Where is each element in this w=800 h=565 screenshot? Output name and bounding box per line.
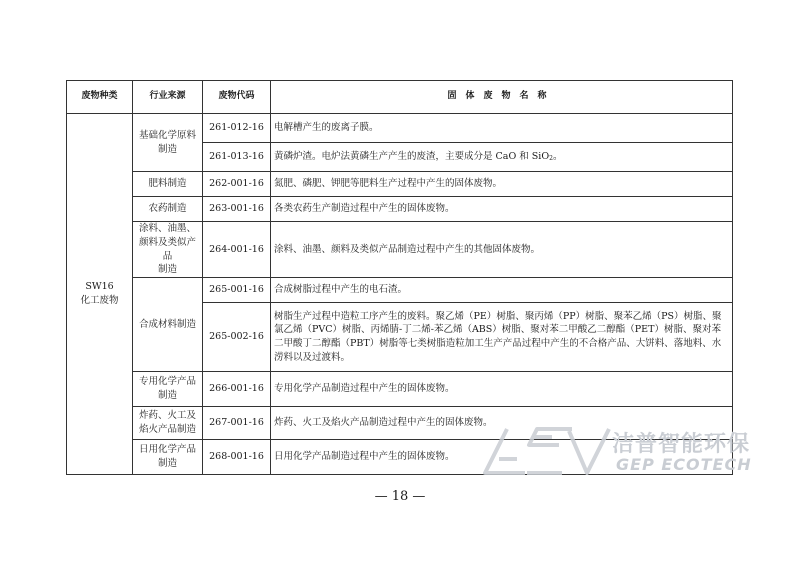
waste-name-cell: 涂料、油墨、颜料及类似产品制造过程中产生的其他固体废物。 [271, 222, 733, 278]
watermark-cn-text: 洁普智能环保 [612, 432, 751, 457]
industry-source-cell: 涂料、油墨、颜料及类似产品 制造 [133, 222, 203, 278]
header-waste-code: 废物代码 [203, 81, 271, 114]
waste-code-cell: 264-001-16 [203, 222, 271, 278]
industry-source-cell: 基础化学原料 制造 [133, 114, 203, 172]
waste-name-cell: 电解槽产生的废离子膜。 [271, 114, 733, 143]
industry-source-cell: 合成材料制造 [133, 278, 203, 372]
waste-code-cell: 268-001-16 [203, 440, 271, 475]
subscript-text: 2 [549, 155, 553, 163]
desc-text: 黄磷炉渣。电炉法黄磷生产产生的废渣，主要成分是 CaO 和 SiO [274, 151, 550, 163]
industry-source-cell: 专用化学产品 制造 [133, 372, 203, 407]
waste-name-cell: 树脂生产过程中造粒工序产生的废料。聚乙烯（PE）树脂、聚丙烯（PP）树脂、聚苯乙烯（PS）树脂、聚氯乙烯（PVC）树脂、丙烯腈-丁二烯-苯乙烯（ABS）树脂、聚对苯二甲酸乙二醇酯（PET）树脂、聚对苯二甲酸丁二醇酯（PBT）树脂等七类树脂造粒加工生产产品过程中产生的不合格产品、大饼料、落地料、水涝料以及过渡料。 [271, 303, 733, 372]
industry-source-cell: 肥料制造 [133, 172, 203, 197]
waste-name-cell: 专用化学产品制造过程中产生的固体废物。 [271, 372, 733, 407]
watermark-en-text: GEP ECOTECH [616, 455, 752, 474]
waste-name-cell: 氮肥、磷肥、钾肥等肥料生产过程中产生的固体废物。 [271, 172, 733, 197]
waste-code-cell: 266-001-16 [203, 372, 271, 407]
waste-table [66, 80, 733, 475]
waste-category-cell: SW16 化工废物 [67, 114, 133, 475]
waste-name-cell: 日用化学产品制造过程中产生的固体废物。 [271, 440, 733, 475]
waste-code-cell: 261-013-16 [203, 143, 271, 172]
table-row [67, 114, 733, 143]
industry-source-cell: 炸药、火工及焰火产品制造 [133, 407, 203, 440]
waste-code-cell: 261-012-16 [203, 114, 271, 143]
waste-code-cell: 262-001-16 [203, 172, 271, 197]
header-industry-source: 行业来源 [133, 81, 203, 114]
waste-name-cell: 各类农药生产制造过程中产生的固体废物。 [271, 197, 733, 222]
page-number: — 18 — [374, 489, 426, 504]
table-row [67, 372, 733, 407]
desc-text-end: 。 [552, 151, 563, 163]
waste-name-cell: 炸药、火工及焰火产品制造过程中产生的固体废物。 [271, 407, 733, 440]
header-waste-name: 固体废物名称 [271, 81, 733, 114]
table-row [67, 172, 733, 197]
table-row [67, 278, 733, 303]
industry-source-cell: 日用化学产品 制造 [133, 440, 203, 475]
waste-name-cell [271, 143, 733, 172]
table-row [67, 197, 733, 222]
waste-code-cell: 263-001-16 [203, 197, 271, 222]
waste-name-cell: 合成树脂过程中产生的电石渣。 [271, 278, 733, 303]
industry-source-cell: 农药制造 [133, 197, 203, 222]
header-waste-type: 废物种类 [67, 81, 133, 114]
table-header-row [67, 81, 733, 114]
table-row [67, 222, 733, 278]
waste-code-cell: 265-001-16 [203, 278, 271, 303]
waste-code-cell: 265-002-16 [203, 303, 271, 372]
waste-code-cell: 267-001-16 [203, 407, 271, 440]
